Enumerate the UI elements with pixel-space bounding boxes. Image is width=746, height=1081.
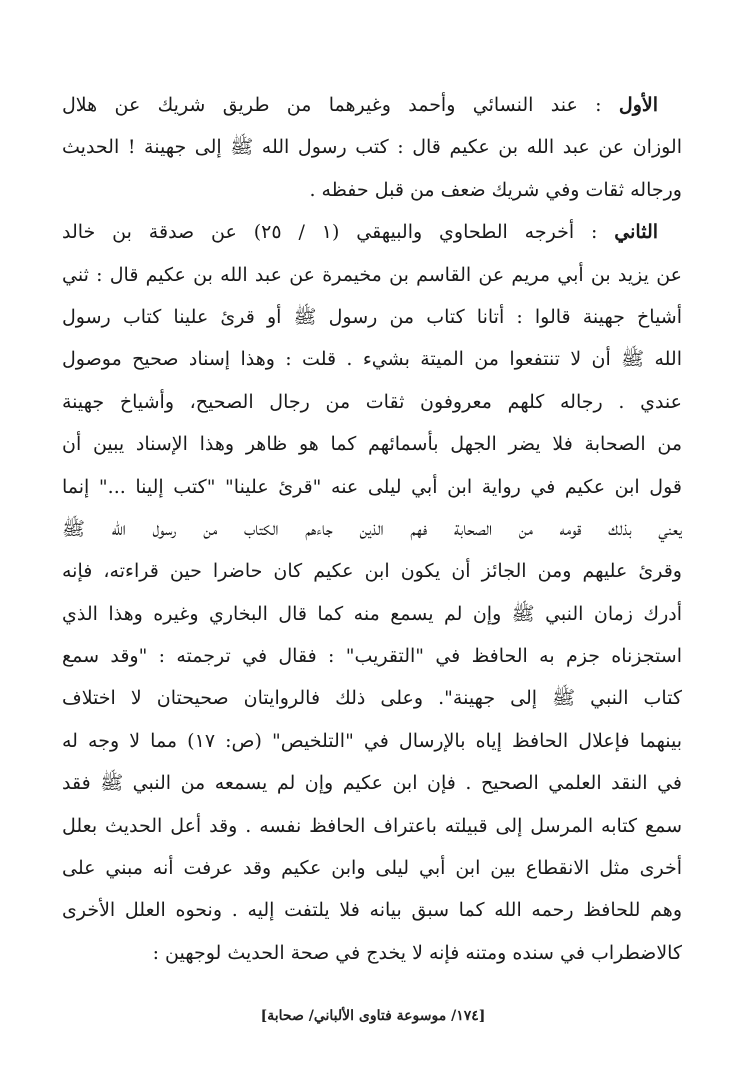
- line-text: : عند النسائي وأحمد وغيرهما من طريق شريك عن هلال: [62, 94, 602, 116]
- text-line: كالاضطراب في سنده ومتنه فإنه لا يخدج في صحة الحديث لوجهين :: [152, 941, 682, 964]
- page-footer: [١٧٤/ موسوعة فتاوى الألباني/ صحابة]: [260, 1008, 486, 1024]
- body-text: [62, 84, 682, 974]
- text-line: قول ابن عكيم في رواية ابن أبي ليلى عنه "قرئ علينا" "كتب إلينا ..." إنما: [62, 475, 682, 498]
- text-line: الوزان عن عبد الله بن عكيم قال : كتب رسول الله ﷺ إلى جهينة ! الحديث: [62, 136, 682, 159]
- text-line: أشياخ جهينة قالوا : أتانا كتاب من رسول ﷺ أو قرئ علينا كتاب رسول: [62, 305, 682, 328]
- text-line: من الصحابة فلا يضر الجهل بأسمائهم كما هو ظاهر وهذا الإسناد يبين أن: [62, 433, 682, 456]
- text-line: أدرك زمان النبي ﷺ وإن لم يسمع منه كما قال البخاري وغيره وهذا الذي: [62, 602, 682, 625]
- paragraph-lead: الأول: [618, 94, 658, 116]
- text-line: وقرئ عليهم ومن الجائز أن يكون ابن عكيم كان حاضرا حين قراءته، فإنه: [62, 560, 682, 583]
- text-line: في النقد العلمي الصحيح . فإن ابن عكيم وإن لم يسمعه من النبي ﷺ فقد: [62, 772, 682, 795]
- text-line: بينهما فإعلال الحافظ إياه بالإرسال في "التلخيص" (ص: ١٧) مما لا وجه له: [62, 729, 682, 752]
- text-line: ورجاله ثقات وفي شريك ضعف من قبل حفظه .: [309, 178, 682, 201]
- text-line: أخرى مثل الانقطاع بين ابن أبي ليلى وابن عكيم وقد عرفت أنه مبني على: [62, 857, 682, 880]
- line-text: : أخرجه الطحاوي والبيهقي (١ / ٢٥) عن صدقة بن خالد: [62, 221, 598, 244]
- paragraph-lead: الثاني: [614, 221, 659, 244]
- text-line: سمع كتابه المرسل إلى قبيلته باعتراف الحافظ نفسه . وقد أعل الحديث بعلل: [62, 814, 682, 837]
- text-line: [62, 84, 682, 126]
- text-line: عندي . رجاله كلهم معروفون ثقات من رجال الصحيح، وأشياخ جهينة: [62, 390, 682, 413]
- text-line: وهم للحافظ رحمه الله كما سبق بيانه فلا يلتفت إليه . ونحوه العلل الأخرى: [62, 899, 682, 922]
- text-line: [62, 211, 682, 253]
- text-line: يعني بذلك قومه من الصحابة فهم الذين جاءهم الكتاب من رسول الله ﷺ: [62, 517, 682, 540]
- text-line: كتاب النبي ﷺ إلى جهينة". وعلى ذلك فالروايتان صحيحتان لا اختلاف: [62, 687, 682, 710]
- text-line: استجزناه جزم به الحافظ في "التقريب" : فقال في ترجمته : "وقد سمع: [62, 645, 682, 668]
- text-line: عن يزيد بن أبي مريم عن القاسم بن مخيمرة عن عبد الله بن عكيم قال : ثني: [62, 263, 682, 286]
- text-line: الله ﷺ أن لا تنتفعوا من الميتة بشيء . قلت : وهذا إسناد صحيح موصول: [62, 348, 682, 371]
